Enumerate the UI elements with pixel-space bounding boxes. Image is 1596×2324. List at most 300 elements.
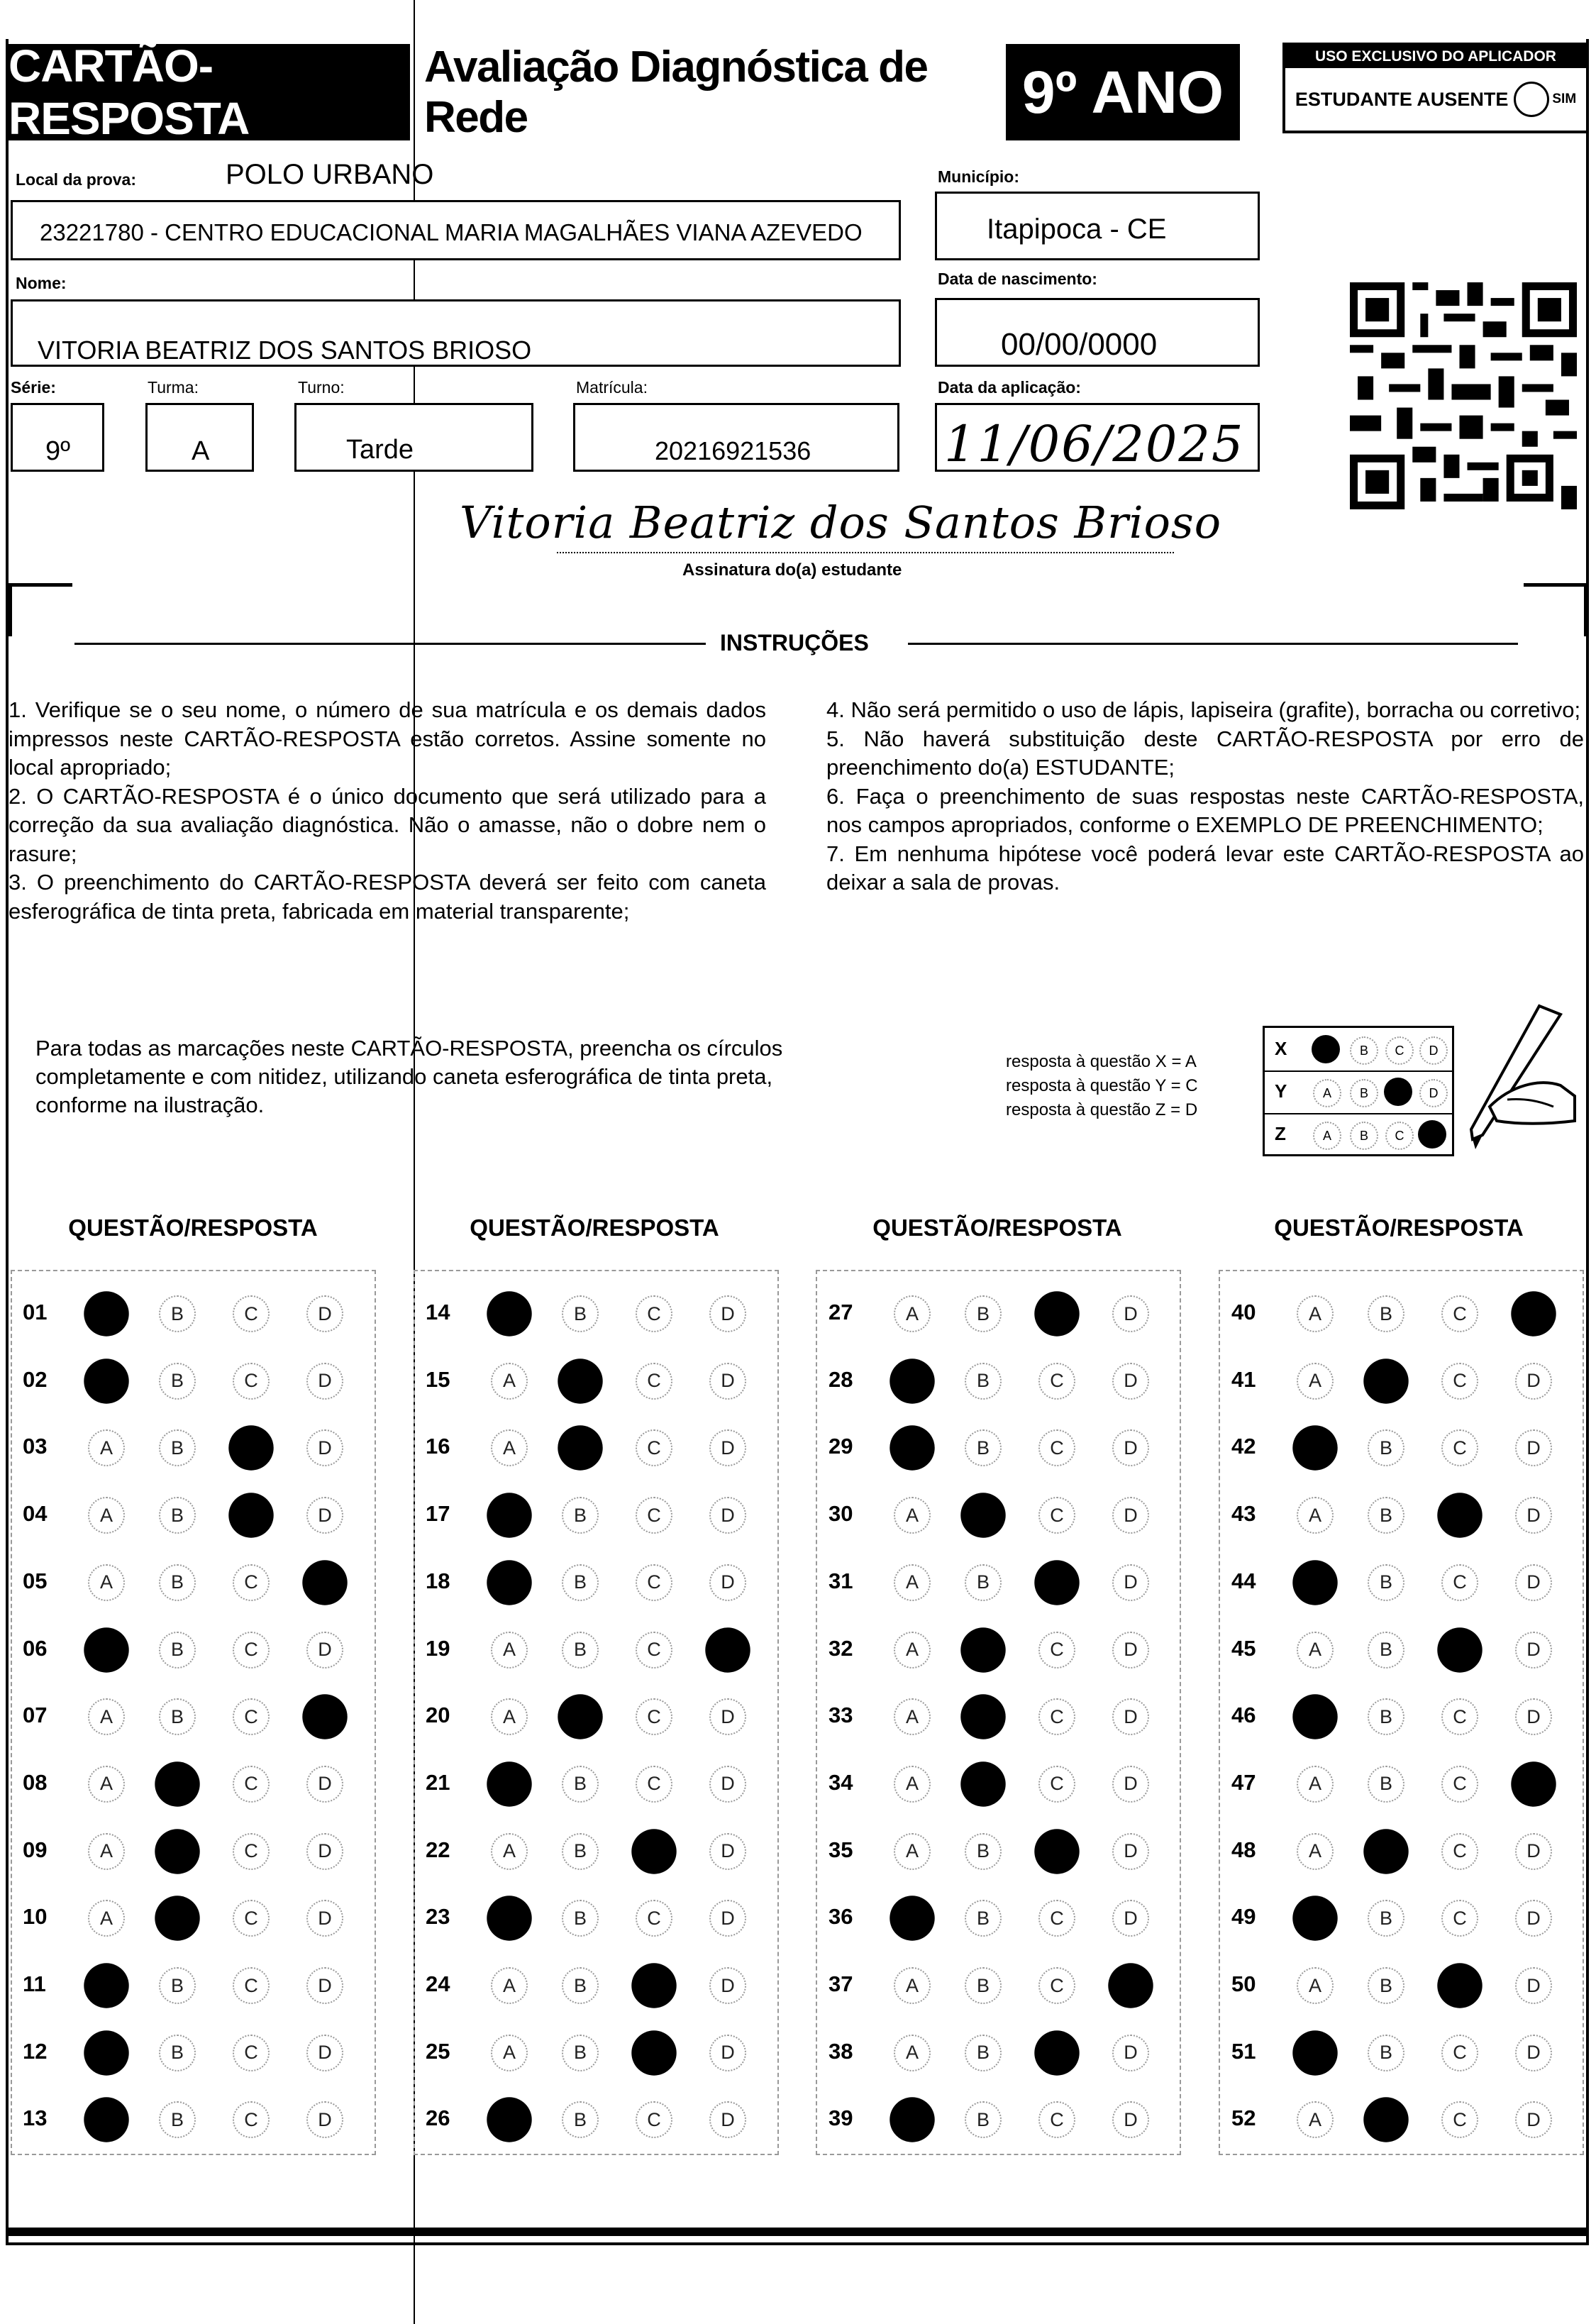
question-number: 11 xyxy=(23,1971,46,1996)
signature-label: Assinatura do(a) estudante xyxy=(682,560,902,580)
applicator-label: USO EXCLUSIVO DO APLICADOR xyxy=(1285,45,1586,68)
answer-bubble-c[interactable]: C xyxy=(1034,1560,1079,1605)
question-number: 44 xyxy=(1231,1568,1256,1593)
question-row xyxy=(23,1695,392,1738)
question-row xyxy=(1231,1427,1596,1469)
answer-bubble-a[interactable]: A xyxy=(1297,1497,1334,1534)
example-bubble: A xyxy=(1313,1122,1341,1150)
answer-bubble-b[interactable]: B xyxy=(1368,1564,1404,1601)
question-number: 40 xyxy=(1231,1300,1256,1324)
answer-bubble-a[interactable]: A xyxy=(1297,1632,1334,1669)
turma-box xyxy=(145,403,254,472)
answer-bubble-b[interactable]: B xyxy=(159,1363,196,1400)
question-number: 52 xyxy=(1231,2106,1256,2131)
turma-value: A xyxy=(192,436,210,466)
answer-bubble-d[interactable]: D xyxy=(1515,1833,1552,1870)
answer-bubble-d[interactable]: D xyxy=(1515,1564,1552,1601)
answer-bubble-a[interactable]: A xyxy=(491,1429,528,1466)
answer-bubble-d[interactable]: D xyxy=(709,1295,746,1332)
answer-bubble-b[interactable]: B xyxy=(1368,1497,1404,1534)
question-row xyxy=(426,1561,794,1604)
answer-bubble-b[interactable]: B xyxy=(965,1900,1002,1937)
answer-bubble-c[interactable]: C xyxy=(1441,2035,1478,2071)
answer-bubble-b[interactable]: B xyxy=(159,1632,196,1669)
answer-bubble-d[interactable]: D xyxy=(709,1429,746,1466)
answer-bubble-a[interactable]: A xyxy=(894,1497,931,1534)
answer-bubble-c[interactable]: C xyxy=(636,1564,672,1601)
answer-bubble-b[interactable]: B xyxy=(159,2035,196,2071)
answer-bubble-b[interactable]: B xyxy=(1363,1829,1408,1874)
answer-bubble-b[interactable]: B xyxy=(159,2101,196,2138)
absent-checkbox[interactable] xyxy=(1514,82,1549,117)
answer-bubble-a[interactable]: A xyxy=(1292,1560,1337,1605)
answer-bubble-d[interactable]: D xyxy=(1515,2035,1552,2071)
answer-bubble-d[interactable]: D xyxy=(1112,1766,1149,1803)
answer-bubble-d[interactable]: D xyxy=(306,2101,343,2138)
answer-bubble-a[interactable]: A xyxy=(890,1426,934,1471)
question-number: 50 xyxy=(1231,1971,1256,1996)
answer-bubble-b[interactable]: B xyxy=(562,1900,599,1937)
answer-bubble-d[interactable]: D xyxy=(306,1295,343,1332)
question-number: 06 xyxy=(23,1635,48,1661)
answer-bubble-b[interactable]: B xyxy=(1363,2098,1408,2142)
local-label: Local da prova: xyxy=(16,170,136,189)
answer-bubble-c[interactable]: C xyxy=(1038,2101,1075,2138)
answer-bubble-d[interactable]: D xyxy=(1112,1833,1149,1870)
answer-bubble-d[interactable]: D xyxy=(1112,2101,1149,2138)
answer-bubble-a[interactable]: A xyxy=(1292,1694,1337,1739)
answer-bubble-d[interactable]: D xyxy=(709,1967,746,2004)
answer-bubble-c[interactable]: C xyxy=(233,2101,270,2138)
answer-bubble-b[interactable]: B xyxy=(965,2101,1002,2138)
answer-bubble-c[interactable]: C xyxy=(631,1829,676,1874)
answer-bubble-c[interactable]: C xyxy=(1441,1833,1478,1870)
answer-bubble-a[interactable]: A xyxy=(1297,1295,1334,1332)
question-number: 29 xyxy=(829,1434,853,1459)
question-number: 39 xyxy=(829,2106,853,2131)
marking-note: Para todas as marcações neste CARTÃO-RESPOSTA, preencha os círculos completamente e com nitidez, utilizando caneta esferográfica de tinta preta, conforme na ilustração. xyxy=(35,1036,783,1117)
answer-bubble-d[interactable]: D xyxy=(1112,1900,1149,1937)
answer-bubble-c[interactable]: C xyxy=(1038,1429,1075,1466)
answer-bubble-c[interactable]: C xyxy=(1441,1363,1478,1400)
answer-bubble-b[interactable]: B xyxy=(1368,1698,1404,1735)
answer-bubble-a[interactable]: A xyxy=(894,1698,931,1735)
answer-bubble-d[interactable]: D xyxy=(709,1363,746,1400)
answer-bubble-d[interactable]: D xyxy=(709,1900,746,1937)
answer-bubble-a[interactable]: A xyxy=(491,1632,528,1669)
answer-bubble-c[interactable]: C xyxy=(233,1564,270,1601)
nascimento-value: 00/00/0000 xyxy=(1001,327,1158,362)
answer-bubble-b[interactable]: B xyxy=(159,1429,196,1466)
example-bubble: C xyxy=(1385,1122,1414,1150)
answer-bubble-a[interactable]: A xyxy=(491,1698,528,1735)
answer-bubble-a[interactable]: A xyxy=(890,1896,934,1941)
answer-bubble-d[interactable]: D xyxy=(302,1694,347,1739)
answer-bubble-b[interactable]: B xyxy=(155,1829,199,1874)
answer-bubble-a[interactable]: A xyxy=(487,1761,531,1806)
answer-bubble-d[interactable]: D xyxy=(306,1766,343,1803)
question-number: 24 xyxy=(426,1971,450,1996)
answer-bubble-b[interactable]: B xyxy=(1368,1967,1404,2004)
answer-bubble-b[interactable]: B xyxy=(159,1295,196,1332)
answer-bubble-b[interactable]: B xyxy=(965,1363,1002,1400)
question-row xyxy=(426,1897,794,1940)
answer-bubble-c[interactable]: C xyxy=(1034,1291,1079,1336)
answer-bubble-b[interactable]: B xyxy=(562,1497,599,1534)
question-number: 13 xyxy=(23,2106,48,2131)
answer-bubble-b[interactable]: B xyxy=(965,1429,1002,1466)
answer-bubble-b[interactable]: B xyxy=(562,1766,599,1803)
answer-bubble-d[interactable]: D xyxy=(306,2035,343,2071)
question-row xyxy=(1231,1695,1596,1738)
question-number: 34 xyxy=(829,1769,853,1795)
nome-value: VITORIA BEATRIZ DOS SANTOS BRIOSO xyxy=(38,336,532,365)
answer-bubble-c[interactable]: C xyxy=(631,1963,676,2008)
question-row xyxy=(829,1830,1197,1873)
answer-bubble-c[interactable]: C xyxy=(636,1497,672,1534)
answer-bubble-b[interactable]: B xyxy=(159,1967,196,2004)
answer-bubble-d[interactable]: D xyxy=(1112,1632,1149,1669)
answer-bubble-b[interactable]: B xyxy=(562,2035,599,2071)
answer-bubble-a[interactable]: A xyxy=(84,1963,128,2008)
answer-bubble-a[interactable]: A xyxy=(894,2035,931,2071)
answer-bubble-d[interactable]: D xyxy=(709,1833,746,1870)
answer-bubble-b[interactable]: B xyxy=(1363,1359,1408,1403)
answer-bubble-c[interactable]: C xyxy=(636,1429,672,1466)
answer-bubble-a[interactable]: A xyxy=(487,1493,531,1537)
answer-bubble-a[interactable]: A xyxy=(894,1967,931,2004)
answer-bubble-c[interactable]: C xyxy=(636,1295,672,1332)
answer-bubble-a[interactable]: A xyxy=(1297,1833,1334,1870)
answer-bubble-b[interactable]: B xyxy=(965,1833,1002,1870)
answer-bubble-d[interactable]: D xyxy=(1515,1429,1552,1466)
answer-bubble-a[interactable]: A xyxy=(1297,1766,1334,1803)
column-header-1: QUESTÃO/RESPOSTA xyxy=(68,1214,318,1241)
question-row xyxy=(829,1427,1197,1469)
question-row xyxy=(23,1561,392,1604)
answer-bubble-d[interactable]: D xyxy=(1112,1363,1149,1400)
answer-bubble-a[interactable]: A xyxy=(491,2035,528,2071)
answer-bubble-d[interactable]: D xyxy=(1515,1497,1552,1534)
answer-bubble-a[interactable]: A xyxy=(894,1295,931,1332)
answer-bubble-c[interactable]: C xyxy=(233,1766,270,1803)
answer-bubble-d[interactable]: D xyxy=(1112,2035,1149,2071)
answer-bubble-c[interactable]: C xyxy=(1038,1497,1075,1534)
answer-bubble-a[interactable]: A xyxy=(1292,1896,1337,1941)
answer-bubble-c[interactable]: C xyxy=(233,1698,270,1735)
question-number: 15 xyxy=(426,1366,450,1392)
answer-bubble-b[interactable]: B xyxy=(965,2035,1002,2071)
answer-bubble-a[interactable]: A xyxy=(1292,2030,1337,2075)
question-row xyxy=(1231,1763,1596,1805)
answer-bubble-c[interactable]: C xyxy=(233,1900,270,1937)
answer-bubble-d[interactable]: D xyxy=(306,1900,343,1937)
question-number: 45 xyxy=(1231,1635,1256,1661)
answer-bubble-d[interactable]: D xyxy=(306,1632,343,1669)
instructions-right xyxy=(826,696,1584,897)
answer-bubble-b[interactable]: B xyxy=(159,1564,196,1601)
question-number: 51 xyxy=(1231,2038,1256,2064)
answer-bubble-c[interactable]: C xyxy=(636,1900,672,1937)
answer-bubble-a[interactable]: A xyxy=(88,1429,125,1466)
answer-bubble-b[interactable]: B xyxy=(562,1833,599,1870)
question-row xyxy=(23,1494,392,1537)
nome-label: Nome: xyxy=(16,274,67,292)
answer-bubble-a[interactable]: A xyxy=(487,1291,531,1336)
example-bubble: B xyxy=(1350,1036,1378,1065)
question-row xyxy=(829,2098,1197,2141)
answer-bubble-b[interactable]: B xyxy=(960,1493,1005,1537)
answer-bubble-a[interactable]: A xyxy=(1297,1967,1334,2004)
column-header-4: QUESTÃO/RESPOSTA xyxy=(1274,1214,1524,1241)
answer-bubble-d[interactable]: D xyxy=(709,1497,746,1534)
question-row xyxy=(426,1494,794,1537)
instruction-1: 1. Verifique se o seu nome, o número de sua matrícula e os demais dados impressos neste CARTÃO-RESPOSTA estão corretos. Assine somente no local apropriado; xyxy=(9,697,766,780)
answer-bubble-d[interactable]: D xyxy=(1112,1295,1149,1332)
example-bubble: C xyxy=(1385,1036,1414,1065)
answer-bubble-d[interactable]: D xyxy=(1112,1698,1149,1735)
answer-bubble-d[interactable]: D xyxy=(705,1627,750,1672)
answer-bubble-a[interactable]: A xyxy=(894,1833,931,1870)
answer-bubble-d[interactable]: D xyxy=(1112,1497,1149,1534)
answer-bubble-b[interactable]: B xyxy=(960,1694,1005,1739)
answer-bubble-d[interactable]: D xyxy=(1515,1632,1552,1669)
answer-bubble-c[interactable]: C xyxy=(1441,1429,1478,1466)
question-number: 48 xyxy=(1231,1837,1256,1862)
answer-bubble-a[interactable]: A xyxy=(1292,1426,1337,1471)
municipio-label: Município: xyxy=(938,167,1019,186)
answer-bubble-c[interactable]: C xyxy=(636,1363,672,1400)
answer-bubble-a[interactable]: A xyxy=(84,2098,128,2142)
question-row xyxy=(1231,2032,1596,2074)
answer-bubble-b[interactable]: B xyxy=(1368,1632,1404,1669)
answer-bubble-c[interactable]: C xyxy=(1038,1766,1075,1803)
answer-bubble-c[interactable]: C xyxy=(1437,1493,1482,1537)
answer-bubble-b[interactable]: B xyxy=(960,1761,1005,1806)
answer-bubble-b[interactable]: B xyxy=(1368,1429,1404,1466)
example-bubble: D xyxy=(1419,1079,1448,1107)
answer-bubble-d[interactable]: D xyxy=(302,1560,347,1605)
question-number: 35 xyxy=(829,1837,853,1862)
answer-bubble-c[interactable]: C xyxy=(228,1426,273,1471)
answer-bubble-b[interactable]: B xyxy=(562,2101,599,2138)
answer-bubble-b[interactable]: B xyxy=(155,1761,199,1806)
answer-bubble-c[interactable]: C xyxy=(1441,1564,1478,1601)
answer-bubble-c[interactable]: C xyxy=(1437,1627,1482,1672)
answer-bubble-a[interactable]: A xyxy=(88,1900,125,1937)
answer-bubble-b[interactable]: B xyxy=(558,1426,602,1471)
question-row xyxy=(23,2032,392,2074)
answer-bubble-a[interactable]: A xyxy=(894,1766,931,1803)
answer-bubble-c[interactable]: C xyxy=(233,1967,270,2004)
answer-bubble-a[interactable]: A xyxy=(1297,1363,1334,1400)
answer-bubble-d[interactable]: D xyxy=(1515,1698,1552,1735)
nascimento-box xyxy=(935,298,1260,367)
question-row xyxy=(23,1830,392,1873)
answer-bubble-c[interactable]: C xyxy=(636,2101,672,2138)
example-row-z xyxy=(1265,1113,1452,1154)
answer-bubble-b[interactable]: B xyxy=(159,1698,196,1735)
answer-bubble-c[interactable]: C xyxy=(636,1632,672,1669)
answer-bubble-b[interactable]: B xyxy=(562,1295,599,1332)
question-row xyxy=(426,1360,794,1402)
answer-bubble-c[interactable]: C xyxy=(636,1766,672,1803)
absent-option: SIM xyxy=(1552,92,1577,106)
answer-bubble-a[interactable]: A xyxy=(84,1359,128,1403)
question-row xyxy=(829,1360,1197,1402)
question-number: 49 xyxy=(1231,1904,1256,1930)
answer-bubble-d[interactable]: D xyxy=(1515,1900,1552,1937)
answer-bubble-b[interactable]: B xyxy=(562,1967,599,2004)
answer-bubble-d[interactable]: D xyxy=(1511,1291,1556,1336)
answer-bubble-d[interactable]: D xyxy=(709,1564,746,1601)
question-number: 38 xyxy=(829,2038,853,2064)
answer-bubble-c[interactable]: C xyxy=(1441,2101,1478,2138)
answer-bubble-a[interactable]: A xyxy=(84,1627,128,1672)
answer-bubble-b[interactable]: B xyxy=(965,1967,1002,2004)
answer-bubble-a[interactable]: A xyxy=(487,2098,531,2142)
answer-bubble-c[interactable]: C xyxy=(1038,1967,1075,2004)
question-number: 46 xyxy=(1231,1703,1256,1728)
answer-bubble-b[interactable]: B xyxy=(965,1564,1002,1601)
example-label-z: Z xyxy=(1275,1123,1286,1144)
answer-bubble-d[interactable]: D xyxy=(306,1967,343,2004)
answer-bubble-d[interactable]: D xyxy=(1511,1761,1556,1806)
answer-bubble-b[interactable]: B xyxy=(1368,1295,1404,1332)
answer-bubble-a[interactable]: A xyxy=(1297,2101,1334,2138)
answer-bubble-a[interactable]: A xyxy=(894,1632,931,1669)
answer-bubble-d[interactable]: D xyxy=(1112,1429,1149,1466)
answer-bubble-d[interactable]: D xyxy=(306,1429,343,1466)
answer-bubble-a[interactable]: A xyxy=(84,1291,128,1336)
exam-subtitle: Avaliação Diagnóstica de Rede xyxy=(424,43,928,142)
answer-bubble-c[interactable]: C xyxy=(1437,1963,1482,2008)
answer-bubble-c[interactable]: C xyxy=(1441,1766,1478,1803)
answer-bubble-c[interactable]: C xyxy=(631,2030,676,2075)
nome-box xyxy=(11,299,901,367)
answer-bubble-c[interactable]: C xyxy=(233,1363,270,1400)
answer-bubble-a[interactable]: A xyxy=(88,1766,125,1803)
answer-bubble-c[interactable]: C xyxy=(233,1833,270,1870)
example-label-x: X xyxy=(1275,1038,1287,1059)
answer-bubble-b[interactable]: B xyxy=(558,1694,602,1739)
question-row xyxy=(829,1897,1197,1940)
answer-bubble-a[interactable]: A xyxy=(491,1363,528,1400)
instructions-corner-left xyxy=(9,583,72,636)
instructions-rule-right xyxy=(908,643,1518,645)
answer-bubble-d[interactable]: D xyxy=(1515,1363,1552,1400)
question-number: 08 xyxy=(23,1769,48,1795)
answer-bubble-a[interactable]: A xyxy=(890,1359,934,1403)
answer-bubble-a[interactable]: A xyxy=(487,1896,531,1941)
answer-bubble-a[interactable]: A xyxy=(88,1564,125,1601)
answer-bubble-d[interactable]: D xyxy=(709,2101,746,2138)
answer-bubble-c[interactable]: C xyxy=(1038,1698,1075,1735)
answer-bubble-d[interactable]: D xyxy=(1515,2101,1552,2138)
question-number: 30 xyxy=(829,1501,853,1527)
answer-bubble-b[interactable]: B xyxy=(155,1896,199,1941)
instruction-3: 3. O preenchimento do CARTÃO-RESPOSTA deverá ser feito com caneta esferográfica de tinta preta, fabricada em material transparente; xyxy=(9,870,766,924)
answer-bubble-a[interactable]: A xyxy=(487,1560,531,1605)
answer-bubble-a[interactable]: A xyxy=(890,2098,934,2142)
answer-bubble-a[interactable]: A xyxy=(88,1497,125,1534)
answer-bubble-b[interactable]: B xyxy=(1368,1766,1404,1803)
answer-bubble-c[interactable]: C xyxy=(233,2035,270,2071)
answer-bubble-c[interactable]: C xyxy=(1441,1698,1478,1735)
answer-bubble-c[interactable]: C xyxy=(1441,1900,1478,1937)
answer-bubble-d[interactable]: D xyxy=(1108,1963,1153,2008)
question-row xyxy=(1231,1293,1596,1335)
answer-bubble-c[interactable]: C xyxy=(1038,1900,1075,1937)
answer-bubble-a[interactable]: A xyxy=(491,1967,528,2004)
answer-bubble-b[interactable]: B xyxy=(562,1632,599,1669)
answer-bubble-b[interactable]: B xyxy=(562,1564,599,1601)
example-label-y: Y xyxy=(1275,1080,1287,1102)
question-row xyxy=(1231,1629,1596,1671)
answer-bubble-c[interactable]: C xyxy=(1034,1829,1079,1874)
answer-bubble-b[interactable]: B xyxy=(1368,2035,1404,2071)
answer-bubble-c[interactable]: C xyxy=(233,1632,270,1669)
example-row-y xyxy=(1265,1070,1452,1114)
grade-badge: 9º ANO xyxy=(1006,44,1240,140)
answer-bubble-b[interactable]: B xyxy=(159,1497,196,1534)
answer-bubble-b[interactable]: B xyxy=(558,1359,602,1403)
answer-bubble-c[interactable]: C xyxy=(233,1295,270,1332)
matricula-value: 20216921536 xyxy=(655,436,811,465)
answer-bubble-c[interactable]: C xyxy=(636,1698,672,1735)
serie-label: Série: xyxy=(11,378,56,397)
question-number: 26 xyxy=(426,2106,450,2131)
answer-bubble-d[interactable]: D xyxy=(306,1497,343,1534)
question-row xyxy=(426,1629,794,1671)
answer-bubble-d[interactable]: D xyxy=(709,1766,746,1803)
example-grid xyxy=(1263,1026,1454,1156)
question-row xyxy=(1231,2098,1596,2141)
example-bubble-filled xyxy=(1312,1035,1340,1063)
question-row xyxy=(426,1763,794,1805)
answer-bubble-a[interactable]: A xyxy=(894,1564,931,1601)
answer-bubble-a[interactable]: A xyxy=(491,1833,528,1870)
answer-bubble-d[interactable]: D xyxy=(709,1698,746,1735)
answer-bubble-d[interactable]: D xyxy=(306,1363,343,1400)
answer-bubble-b[interactable]: B xyxy=(960,1627,1005,1672)
question-number: 01 xyxy=(23,1300,48,1324)
answer-bubble-d[interactable]: D xyxy=(1112,1564,1149,1601)
question-number: 21 xyxy=(426,1769,450,1795)
answer-bubble-d[interactable]: D xyxy=(709,2035,746,2071)
answer-bubble-b[interactable]: B xyxy=(965,1295,1002,1332)
answer-bubble-d[interactable]: D xyxy=(1515,1967,1552,2004)
answer-bubble-c[interactable]: C xyxy=(1038,1632,1075,1669)
answer-bubble-b[interactable]: B xyxy=(1368,1900,1404,1937)
question-number: 22 xyxy=(426,1837,450,1862)
question-number: 43 xyxy=(1231,1501,1256,1527)
question-row xyxy=(23,1360,392,1402)
answer-bubble-a[interactable]: A xyxy=(88,1833,125,1870)
answer-bubble-a[interactable]: A xyxy=(88,1698,125,1735)
question-row xyxy=(829,1964,1197,2007)
aplicacao-value: 11/06/2025 xyxy=(944,415,1245,473)
question-number: 14 xyxy=(426,1300,450,1324)
answer-bubble-c[interactable]: C xyxy=(1038,1363,1075,1400)
answer-bubble-a[interactable]: A xyxy=(84,2030,128,2075)
answer-bubble-c[interactable]: C xyxy=(1441,1295,1478,1332)
question-number: 25 xyxy=(426,2038,450,2064)
exam-subtitle-box xyxy=(424,44,1006,140)
answer-bubble-c[interactable]: C xyxy=(228,1493,273,1537)
answer-bubble-d[interactable]: D xyxy=(306,1833,343,1870)
answer-bubble-c[interactable]: C xyxy=(1034,2030,1079,2075)
